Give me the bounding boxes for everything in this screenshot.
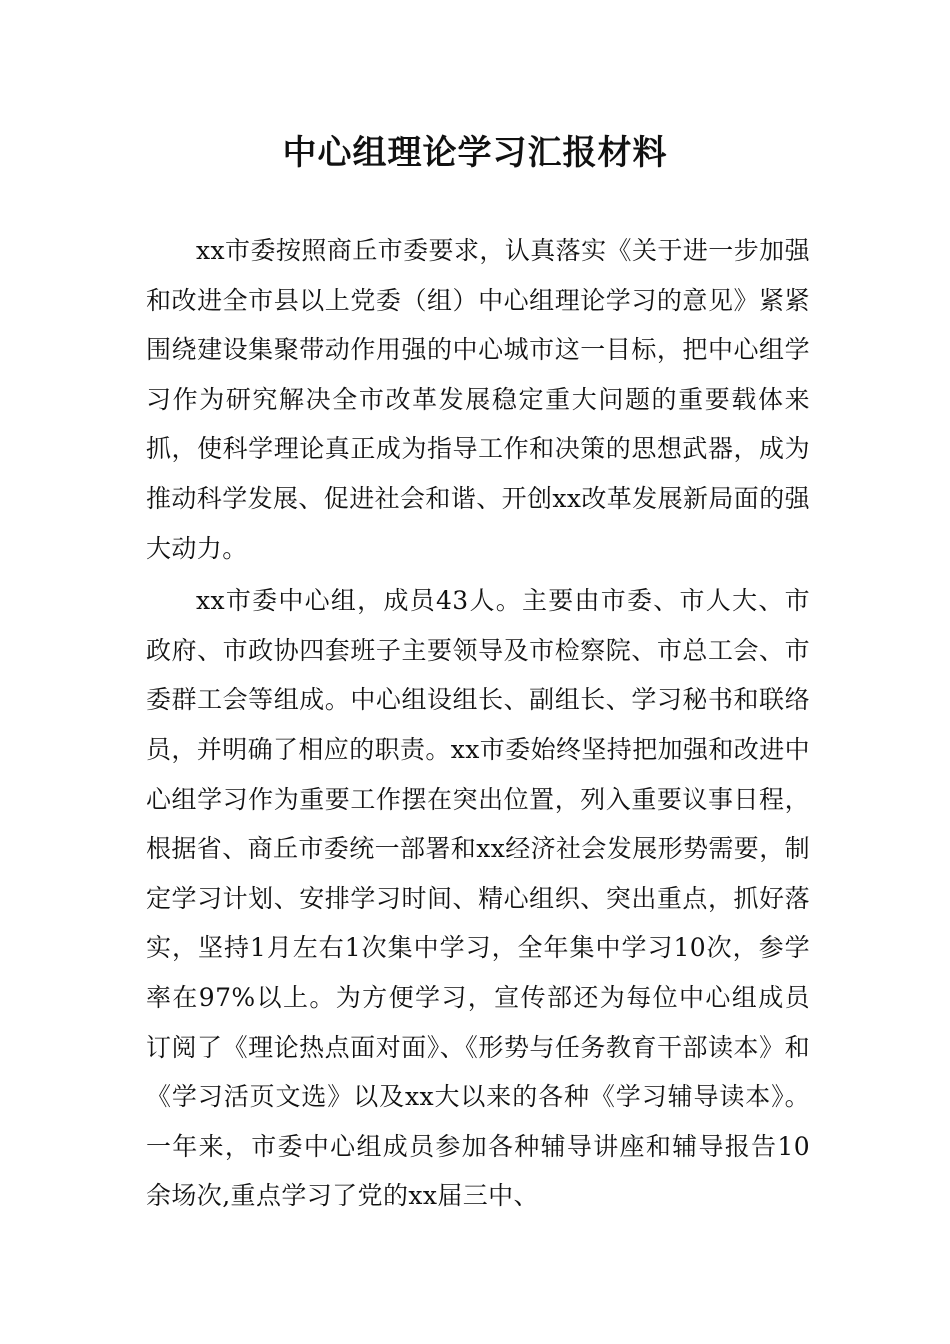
paragraph-1: xx市委按照商丘市委要求，认真落实《关于进一步加强和改进全市县以上党委（组）中心组理论学习的意见》紧紧围绕建设集聚带动作用强的中心城市这一目标，把中心组学习作为研究解决全市改革发展稳定重大问题的重要载体来抓，使科学理论真正成为指导工作和决策的思想武器，成为推动科学发展、促进社会和谐、开创xx改革发展新局面的强大动力。 bbox=[146, 236, 811, 563]
document-body bbox=[146, 226, 810, 1224]
document-title: 中心组理论学习汇报材料 bbox=[282, 133, 668, 173]
paragraph-2: xx市委中心组，成员43人。主要由市委、市人大、市政府、市政协四套班子主要领导及市检察院、市总工会、市委群工会等组成。中心组设组长、副组长、学习秘书和联络员，并明确了相应的职责。xx市委始终坚持把加强和改进中心组学习作为重要工作摆在突出位置，列入重要议事日程，根据省、商丘市委统一部署和xx经济社会发展形势需要，制定学习计划、安排学习时间、精心组织、突出重点，抓好落实，坚持1月左右1次集中学习，全年集中学习10次，参学率在97%以上。为方便学习，宣传部还为每位中心组成员订阅了《理论热点面对面》、《形势与任务教育干部读本》和《学习活页文选》以及xx大以来的各种《学习辅导读本》。一年来，市委中心组成员参加各种辅导讲座和辅导报告10余场次,重点学习了党的xx届三中、 bbox=[146, 586, 811, 1211]
